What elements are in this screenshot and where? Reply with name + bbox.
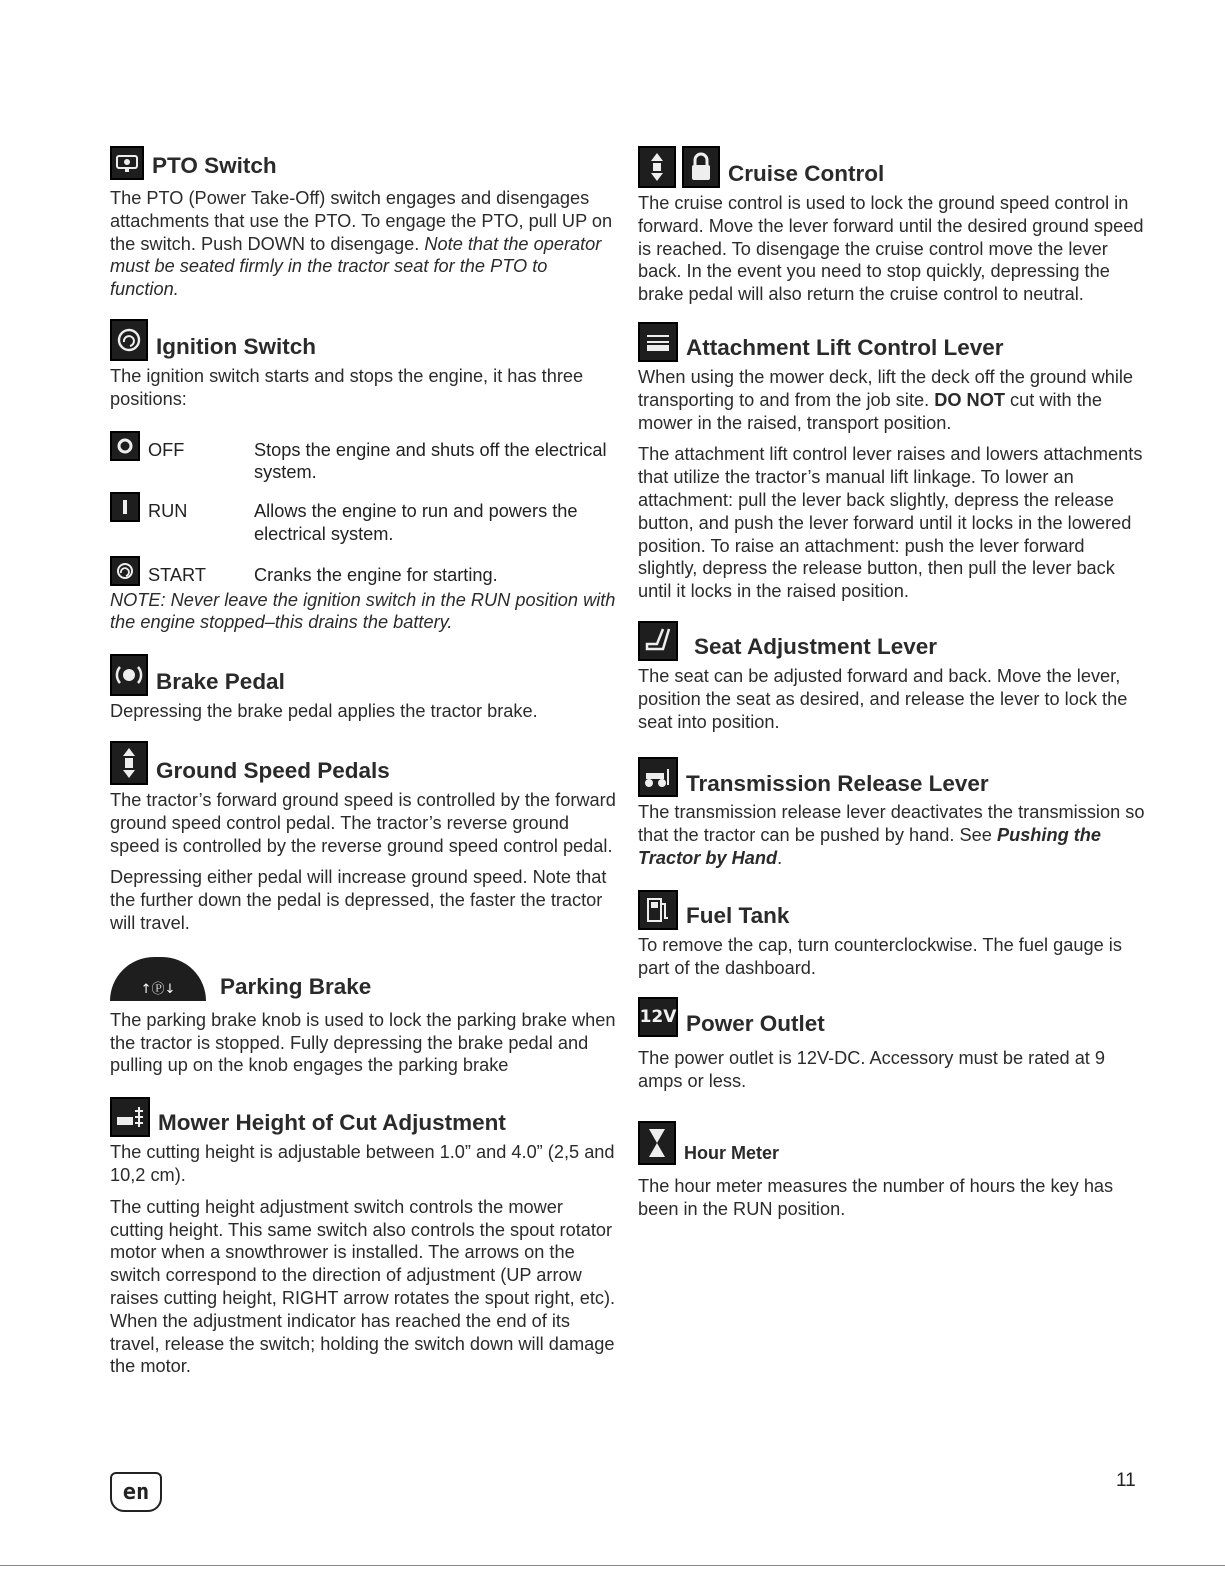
seat-icon xyxy=(638,621,678,661)
transmission-release-icon xyxy=(638,757,678,797)
lift-lever-section xyxy=(638,322,1148,603)
lift-body-2: The attachment lift control lever raises and lowers attachments that utilize the tractor’s manual lift linkage. To lower an attachment: pull the lever back slightly, depress the release button, and push the lever forward until it locks in the lowered position. To raise an attachment: push the lever forward slightly, depress the release button, then pull the lever back until it locks in the raised position. xyxy=(638,444,1143,602)
seat-title: Seat Adjustment Lever xyxy=(694,634,937,660)
mower-height-icon xyxy=(110,1097,150,1137)
cruise-lock-icon xyxy=(682,146,720,188)
seat-adjustment-section xyxy=(638,621,1148,733)
fuel-body: To remove the cap, turn counterclockwise. The fuel gauge is part of the dashboard. xyxy=(638,934,1122,978)
ignition-position-off xyxy=(110,431,618,485)
page-bottom-rule xyxy=(0,1565,1225,1566)
parking-title: Parking Brake xyxy=(220,973,372,999)
run-icon xyxy=(110,492,140,522)
start-label: START xyxy=(148,564,206,585)
right-column xyxy=(638,146,1148,1221)
brake-body: Depressing the brake pedal applies the tractor brake. xyxy=(110,701,538,722)
ignition-position-run xyxy=(110,492,618,546)
transmission-release-section xyxy=(638,757,1148,869)
transmission-body: The transmission release lever deactivates the transmission so that the tractor can be pushed by hand. See xyxy=(638,802,1145,846)
hour-meter-section xyxy=(638,1121,1148,1221)
ignition-body: The ignition switch starts and stops the engine, it has three positions: xyxy=(110,365,584,409)
hour-body: The hour meter measures the number of hours the key has been in the RUN position. xyxy=(638,1175,1114,1219)
power-body: The power outlet is 12V-DC. Accessory must be rated at 9 amps or less. xyxy=(638,1048,1106,1092)
off-label: OFF xyxy=(148,439,185,460)
ignition-switch-section xyxy=(110,319,618,634)
ground-speed-icon xyxy=(110,741,148,785)
off-description: Stops the engine and shuts off the electrical system. xyxy=(254,439,607,483)
mower-height-body-1: The cutting height is adjustable between 1.0” and 4.0” (2,5 and 10,2 cm). xyxy=(110,1142,615,1185)
parking-brake-icon: ↑Ⓟ↓ xyxy=(110,957,206,1001)
power-outlet-section xyxy=(638,997,1148,1093)
seat-body: The seat can be adjusted forward and back. Move the lever, position the seat as desired, and release the lever to lock the seat into position. xyxy=(638,665,1128,732)
lift-body-1a: When using the mower deck, lift the deck off the ground while transporting to and from the job site. xyxy=(638,366,1134,410)
left-column xyxy=(110,146,618,1378)
brake-title: Brake Pedal xyxy=(156,669,285,695)
ignition-position-start xyxy=(110,556,618,587)
lift-lever-icon xyxy=(638,322,678,362)
lift-title: Attachment Lift Control Lever xyxy=(686,335,1004,361)
ground-speed-section xyxy=(110,741,618,935)
ground-speed-title: Ground Speed Pedals xyxy=(156,758,390,784)
run-description: Allows the engine to run and powers the electrical system. xyxy=(254,501,578,544)
power-title: Power Outlet xyxy=(686,1010,825,1036)
hour-title: Hour Meter xyxy=(684,1143,780,1164)
cruise-control-section xyxy=(638,146,1148,306)
parking-brake-section xyxy=(110,957,618,1077)
lift-do-not: DO NOT xyxy=(934,389,1005,410)
run-label: RUN xyxy=(148,501,188,522)
language-badge: en xyxy=(110,1472,162,1512)
mower-height-title: Mower Height of Cut Adjustment xyxy=(158,1110,506,1136)
pto-icon xyxy=(110,146,144,180)
ignition-key-icon xyxy=(110,319,148,361)
cruise-body: The cruise control is used to lock the ground speed control in forward. Move the lever forward until the desired ground speed is reached. To disengage the cruise control move the lever back. In the event you need to stop quickly, depressing the brake pedal will also return the cruise control to neutral. xyxy=(638,193,1144,305)
pto-note: Note that the operator must be seated firmly in the tractor seat for the PTO to function. xyxy=(110,233,602,300)
brake-icon xyxy=(110,654,148,696)
pto-body: The PTO (Power Take-Off) switch engages and disengages attachments that use the PTO. To engage the PTO, pull UP on the switch. Push DOWN to disengage. xyxy=(110,188,613,254)
transmission-title: Transmission Release Lever xyxy=(686,770,989,796)
mower-height-section xyxy=(110,1097,618,1378)
transmission-body-end: . xyxy=(777,847,783,868)
pto-title: PTO Switch xyxy=(152,153,277,179)
cruise-title: Cruise Control xyxy=(728,161,885,187)
ignition-title: Ignition Switch xyxy=(156,334,316,360)
transmission-link-text: Pushing the Tractor by Hand xyxy=(638,825,1102,868)
cruise-speed-icon xyxy=(638,146,676,188)
page-number: 11 xyxy=(1116,1470,1136,1491)
start-icon xyxy=(110,556,140,586)
pto-switch-section xyxy=(110,146,618,301)
hourglass-icon xyxy=(638,1121,676,1165)
fuel-title: Fuel Tank xyxy=(686,902,790,928)
ground-speed-body-2: Depressing either pedal will increase ground speed. Note that the further down the pedal is depressed, the faster the tractor will travel. xyxy=(110,867,607,933)
brake-pedal-section xyxy=(110,654,618,723)
off-icon xyxy=(110,431,140,461)
parking-body: The parking brake knob is used to lock the parking brake when the tractor is stopped. Fully depressing the brake pedal and pulling up on the knob engages the parking brake xyxy=(110,1009,616,1076)
start-description: Cranks the engine for starting. xyxy=(254,564,498,585)
mower-height-body-2: The cutting height adjustment switch controls the mower cutting height. This same switch also controls the spout rotator motor when a snowthrower is installed. The arrows on the switch correspond to the direction of adjustment (UP arrow raises cutting height, RIGHT arrow rotates the spout right, etc). When the adjustment indicator has reached the end of its travel, release the switch; holding the switch down will damage the motor. xyxy=(110,1196,616,1377)
ground-speed-body-1: The tractor’s forward ground speed is controlled by the forward ground speed control pedal. The tractor’s reverse ground speed is controlled by the reverse ground speed control pedal. xyxy=(110,789,616,856)
fuel-tank-section xyxy=(638,890,1148,980)
ignition-note: NOTE: Never leave the ignition switch in the RUN position with the engine stopped–this drains the battery. xyxy=(110,589,616,633)
fuel-pump-icon xyxy=(638,890,678,930)
power-12v-icon: 12V xyxy=(638,997,678,1037)
lift-body-1c: cut with the mower in the raised, transport position. xyxy=(638,389,1103,433)
